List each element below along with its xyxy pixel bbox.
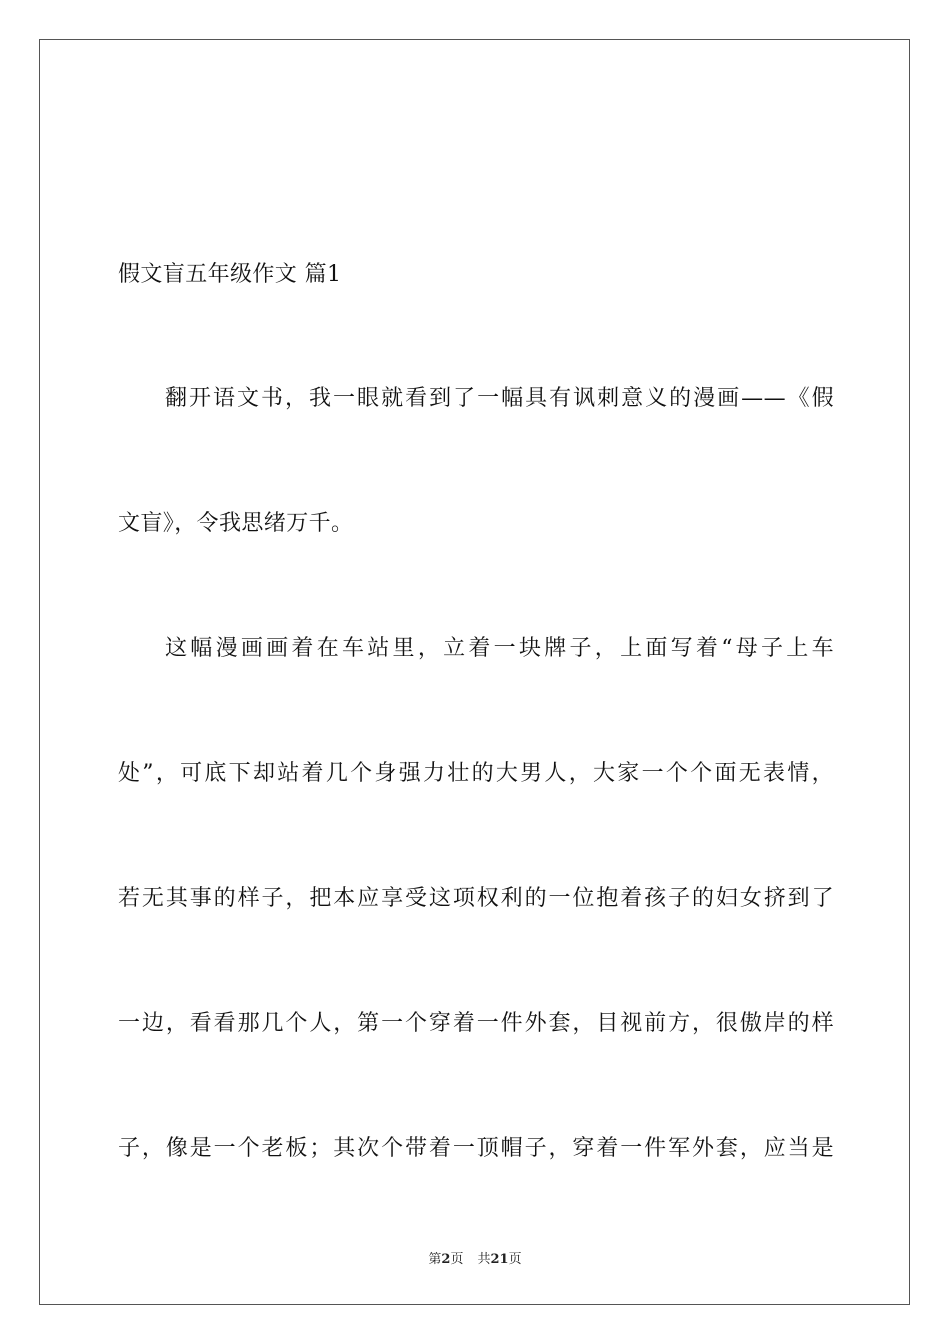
footer-page-prefix: 第 bbox=[428, 1252, 442, 1267]
article-heading: 假文盲五年级作文 篇1 bbox=[118, 262, 342, 287]
paragraph-2-line-5: 子，像是一个老板；其次个带着一顶帽子，穿着一件军外套，应当是 bbox=[118, 1136, 834, 1161]
paragraph-2-line-4: 一边，看看那几个人，第一个穿着一件外套，目视前方，很傲岸的样 bbox=[118, 1011, 834, 1036]
page-footer bbox=[0, 1248, 950, 1267]
page-border bbox=[39, 39, 910, 1305]
footer-total-prefix: 共 bbox=[477, 1252, 491, 1267]
footer-total-suffix: 页 bbox=[508, 1252, 522, 1267]
footer-page-number: 2 bbox=[441, 1252, 451, 1267]
paragraph-1-line-1: 翻开语文书，我一眼就看到了一幅具有讽刺意义的漫画——《假 bbox=[165, 386, 834, 411]
paragraph-2-line-2: 处”，可底下却站着几个身强力壮的大男人，大家一个个面无表情， bbox=[118, 761, 834, 786]
paragraph-2-line-3: 若无其事的样子，把本应享受这项权利的一位抱着孩子的妇女挤到了 bbox=[118, 886, 834, 911]
footer-total-pages: 21 bbox=[490, 1252, 509, 1267]
paragraph-1-line-2: 文盲》，令我思绪万千。 bbox=[118, 511, 354, 536]
footer-page-suffix: 页 bbox=[450, 1252, 464, 1267]
paragraph-2-line-1: 这幅漫画画着在车站里，立着一块牌子，上面写着“母子上车 bbox=[165, 636, 834, 661]
